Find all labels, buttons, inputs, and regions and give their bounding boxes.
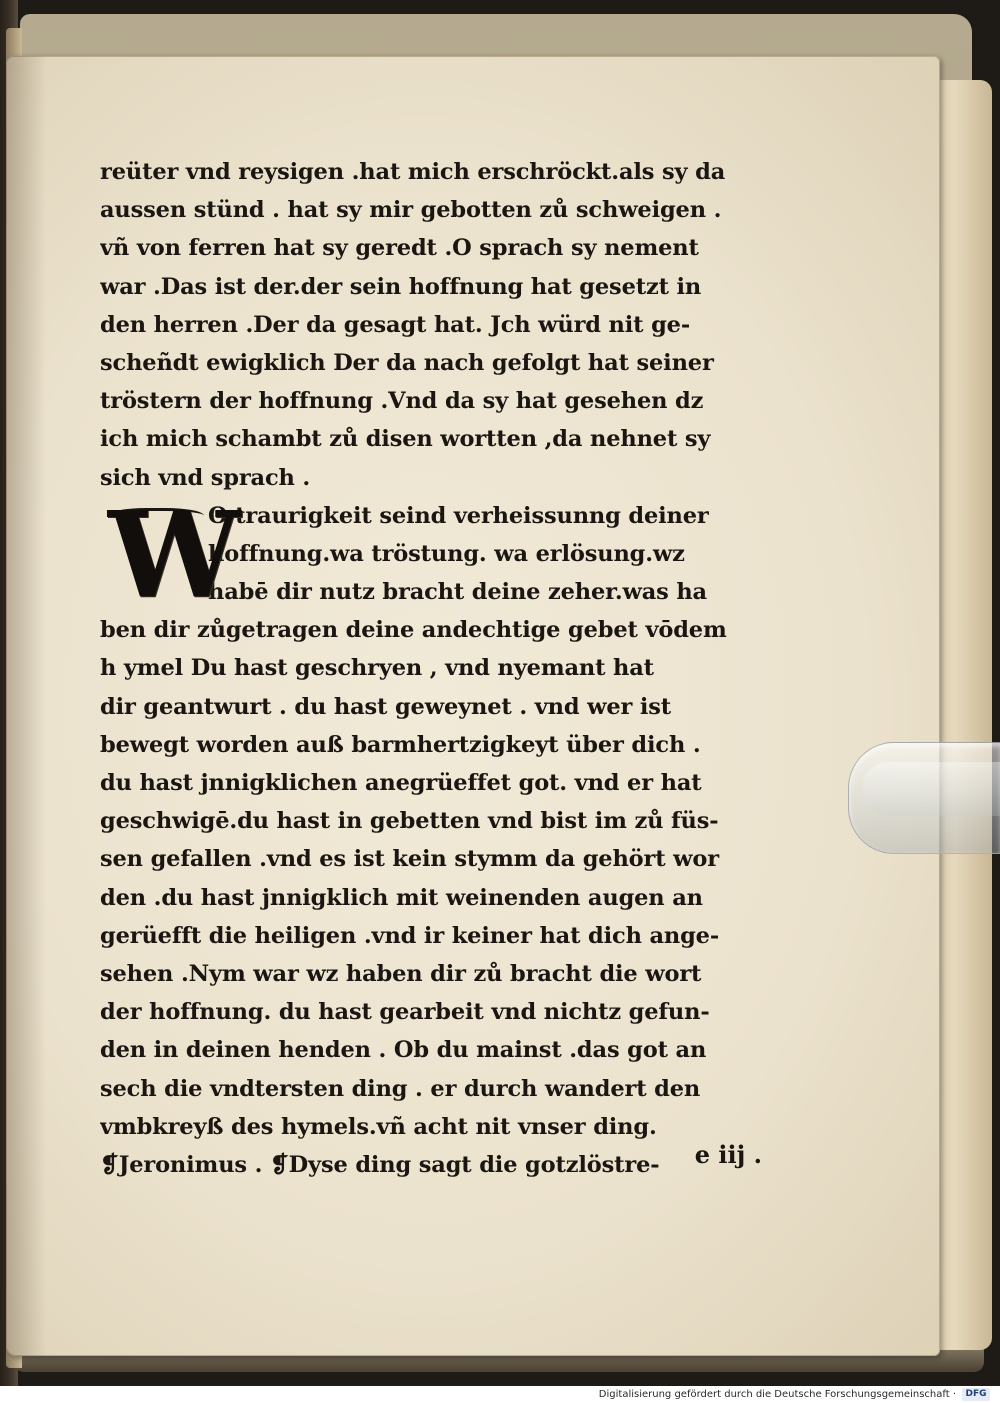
text-line: ❡Jeronimus . ❡Dyse ding sagt die gotzlöstre- (100, 1151, 660, 1178)
text-line: ben dir zůgetragen deine andechtige gebet vōdem (100, 617, 727, 644)
text-line: den in deinen henden . Ob du mainst .das got an (100, 1037, 707, 1064)
text-line: sehen .Nym war wz haben dir zů bracht die wort (100, 960, 702, 987)
text-line: geschwigē.du hast in gebetten vnd bist im zů füs- (100, 808, 719, 835)
page-clip-highlight (862, 762, 1000, 816)
text-line: sech die vndtersten ding . er durch wandert den (100, 1075, 701, 1102)
page-text (100, 153, 790, 1184)
text-line: war .Das ist der.der sein hoffnung hat gesetzt in (100, 273, 702, 300)
text-line: sen gefallen .vnd es ist kein stymm da gehört wor (100, 846, 719, 873)
text-line: scheñdt ewigklich Der da nach gefolgt hat seiner (100, 349, 714, 376)
text-line: sich vnd sprach . (100, 464, 311, 491)
text-line: habē dir nutz bracht deine zeher.was ha (208, 579, 707, 606)
text-line: reüter vnd reysigen .hat mich erschröckt.als sy da (100, 159, 726, 185)
text-line: den herren .Der da gesagt hat. Jch würd nit ge- (100, 311, 691, 338)
text-line: vmbkreyß des hymels.vñ acht nit vnser ding. (100, 1113, 657, 1140)
text-line: der hoffnung. du hast gearbeit vnd nichtz gefun- (100, 999, 710, 1026)
text-line: dir geantwurt . du hast geweynet . vnd wer ist (100, 693, 672, 720)
text-line: hoffnung.wa tröstung. wa erlösung.wz (208, 540, 685, 567)
text-line: O traurigkeit seind verheissunng deiner (208, 502, 709, 529)
text-line: gerüefft die heiligen .vnd ir keiner hat dich ange- (100, 922, 720, 949)
dfg-logo: DFG (962, 1388, 990, 1401)
text-line: aussen stünd . hat sy mir gebotten zů schweigen . (100, 197, 722, 224)
signature-mark: e iij . (694, 1140, 762, 1169)
text-line: du hast jnnigklichen anegrüeffet got. vnd er hat (100, 770, 702, 796)
gutter-shadow (6, 56, 46, 1356)
footer-bar (0, 1386, 1000, 1403)
text-line: vñ von ferren hat sy geredt .O sprach sy nement (100, 235, 699, 262)
text-line: bewegt worden auß barmhertzigkeyt über dich . (100, 731, 701, 758)
text-line: den .du hast jnnigklich mit weinenden augen an (100, 884, 703, 911)
footer-credit: Digitalisierung gefördert durch die Deutsche Forschungsgemeinschaft · (598, 1389, 956, 1400)
text-line: tröstern der hoffnung .Vnd da sy hat gesehen dz (100, 388, 704, 415)
text-line: h ymel Du hast geschryen , vnd nyemant hat (100, 655, 654, 682)
drop-cap: W (108, 485, 225, 624)
text-line: ich mich schambt zů disen wortten ,da nehnet sy (100, 426, 711, 453)
